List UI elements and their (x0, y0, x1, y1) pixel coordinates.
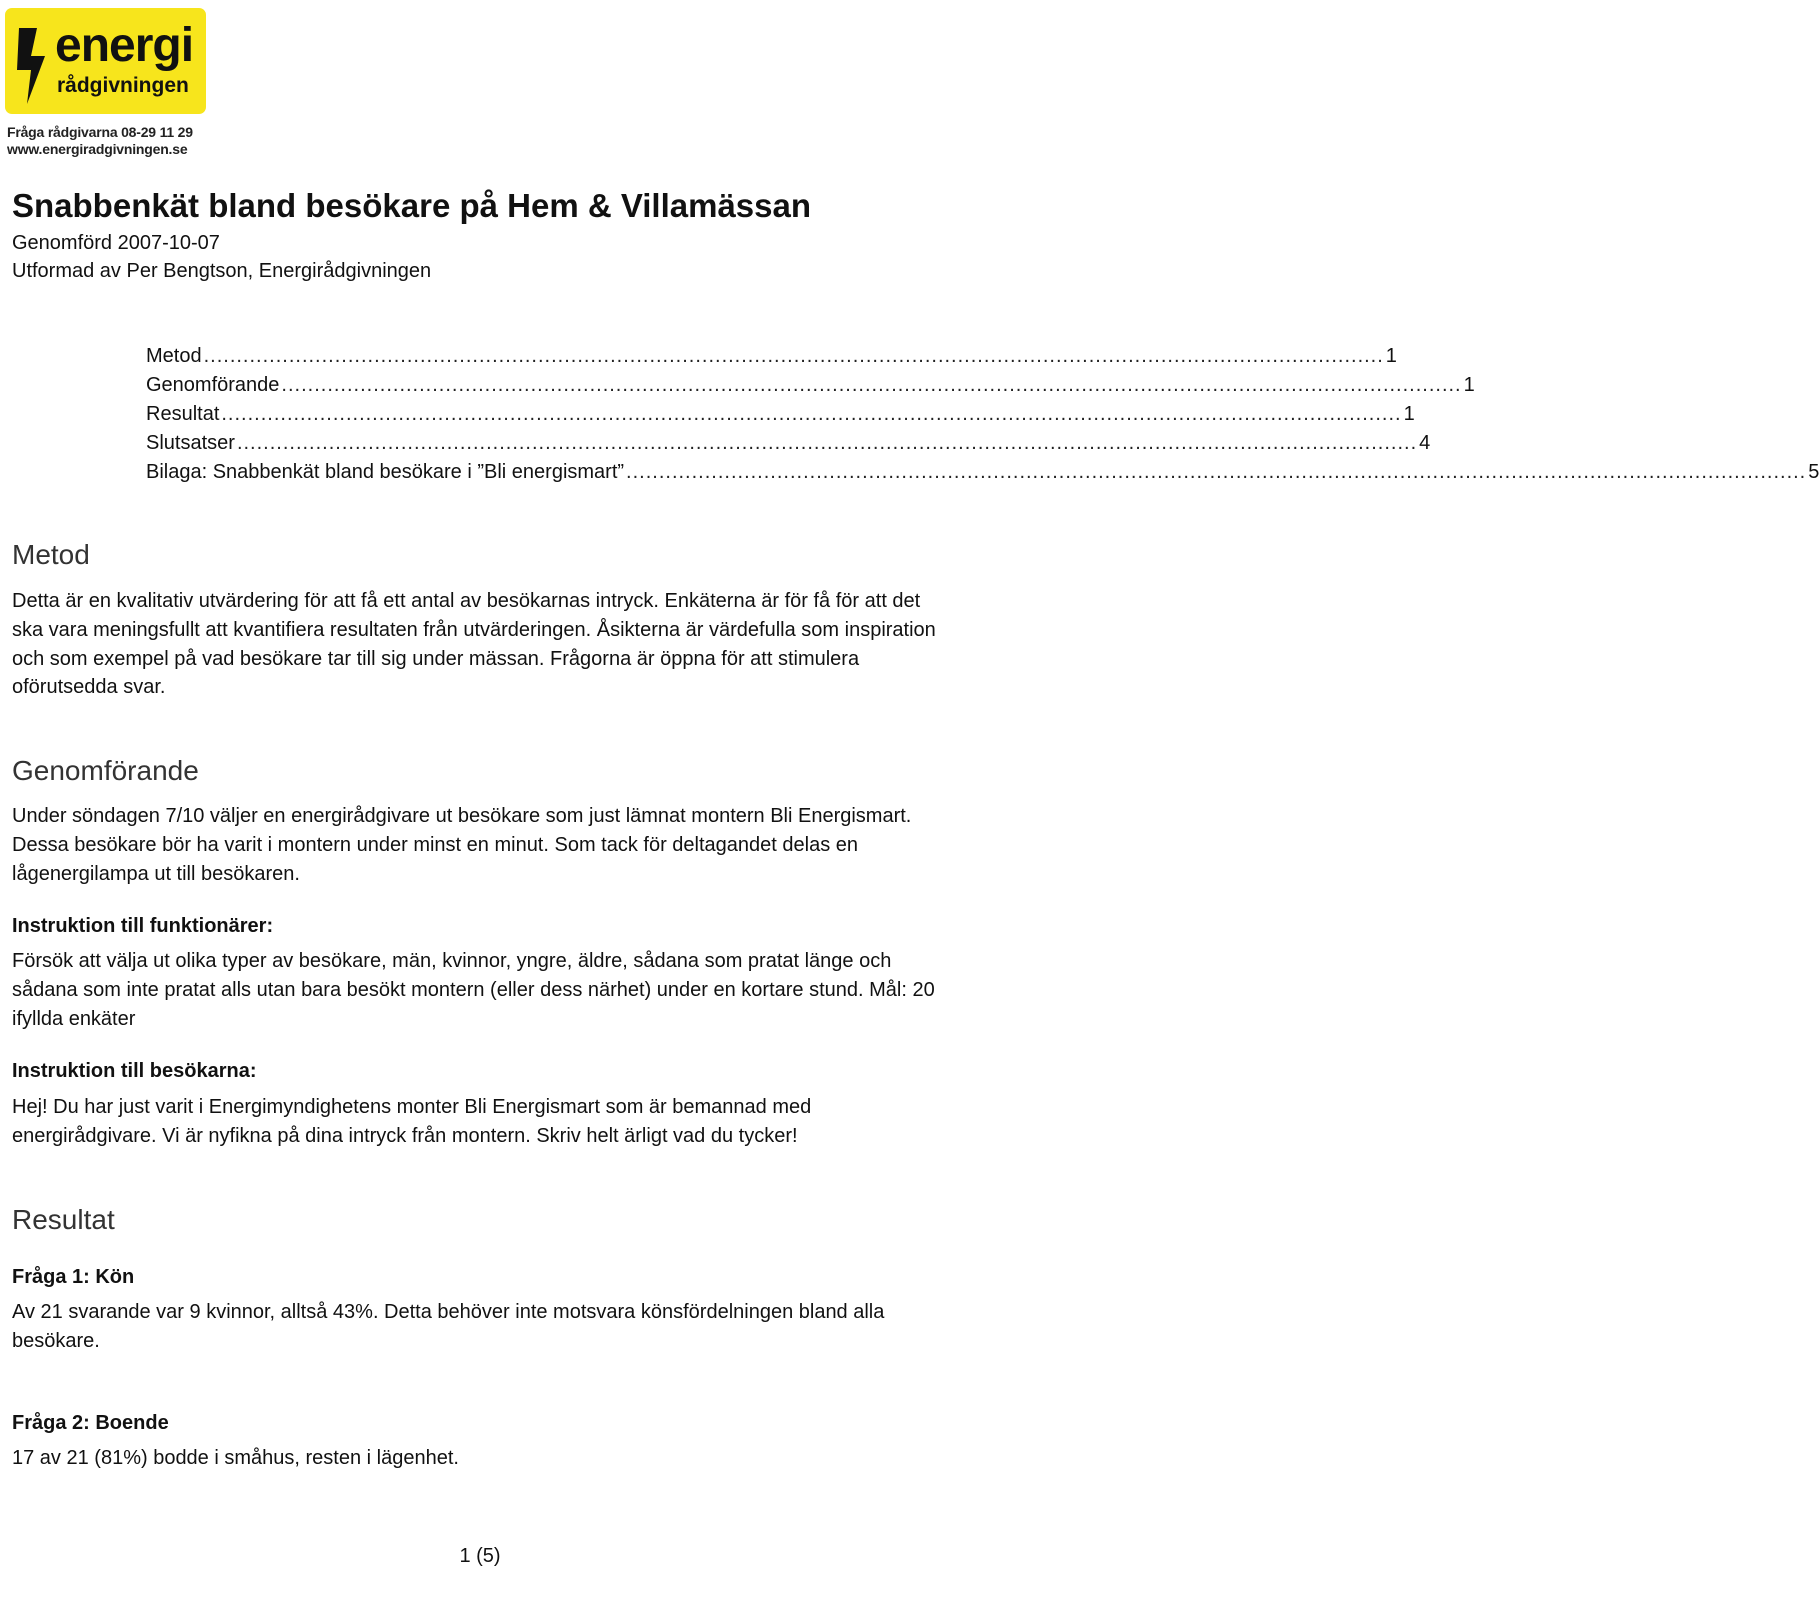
toc-entry[interactable] (146, 371, 1475, 400)
toc-entry[interactable] (146, 342, 1397, 371)
toc-entry-page: 4 (1419, 432, 1431, 454)
question-1-body: Av 21 svarande var 9 kvinnor, alltså 43%. Detta behöver inte motsvara könsfördelningen bland alla besökare. (12, 1301, 885, 1352)
toc-entry-page: 1 (1463, 374, 1475, 396)
heading-resultat: Resultat (12, 1204, 115, 1235)
logo (5, 8, 206, 114)
toc-entry[interactable] (146, 458, 1819, 487)
staff-instructions-body: Försök att välja ut olika typer av besökare, män, kvinnor, yngre, äldre, sådana som pratat länge och sådana som inte pratat alls utan bara besökt montern (eller dess närhet) under en kortare stund. Mål: 20 ifyllda enkäter (12, 950, 935, 1030)
toc-entry-title: Bilaga: Snabbenkät bland besökare i ”Bli energismart” (146, 461, 625, 483)
toc-entry[interactable] (146, 400, 1415, 429)
genomforande-body: Under söndagen 7/10 väljer en energirådgivare ut besökare som just lämnat montern Bli Energismart. Dessa besökare bör ha varit i montern under minst en minut. Som tack för deltagandet delas en lågenergilampa ut till besökaren. (12, 805, 912, 885)
staff-instructions-heading: Instruktion till funktionärer: (12, 915, 274, 937)
document-title: Snabbenkät bland besökare på Hem & Villamässan (12, 187, 812, 224)
heading-genomforande: Genomförande (12, 755, 199, 786)
document-author: Utformad av Per Bengtson, Energirådgivningen (12, 260, 432, 282)
toc-leader: .................................................................................................................................................................................... (626, 461, 1807, 483)
toc-entry-page: 1 (1403, 403, 1415, 425)
heading-metod: Metod (12, 539, 90, 570)
lightning-bolt-icon (13, 26, 53, 106)
toc-leader: .................................................................................................................................................................................... (221, 403, 1402, 425)
toc-entry-page: 5 (1808, 461, 1819, 483)
logo-subtitle: rådgivningen (57, 74, 189, 97)
toc-leader: .................................................................................................................................................................................... (281, 374, 1462, 396)
toc-leader: .................................................................................................................................................................................... (236, 432, 1418, 454)
toc-entry-title: Slutsatser (146, 432, 235, 454)
visitor-instructions-body: Hej! Du har just varit i Energimyndighetens monter Bli Energismart som är bemannad med energirådgivare. Vi är nyfikna på dina intryck från montern. Skriv helt ärligt vad du tycker! (12, 1096, 812, 1147)
document-date: Genomförd 2007-10-07 (12, 232, 220, 254)
logo-brand: energi (55, 19, 194, 72)
question-1-heading: Fråga 1: Kön (12, 1266, 135, 1288)
toc-entry-page: 1 (1385, 345, 1397, 367)
page-number: 1 (5) (459, 1545, 501, 1567)
toc-entry-title: Metod (146, 345, 202, 367)
toc-entry[interactable] (146, 429, 1431, 458)
metod-body: Detta är en kvalitativ utvärdering för att få ett antal av besökarnas intryck. Enkäterna är för få för att det ska vara meningsfullt att kvantifiera resultaten från utvärderingen. Åsikterna är värdefulla som inspiration och som exempel på vad besökare tar till sig under mässan. Frågorna är öppna för att stimulera oförutsedda svar. (12, 590, 936, 699)
toc-leader: .................................................................................................................................................................................... (203, 345, 1384, 367)
visitor-instructions-heading: Instruktion till besökarna: (12, 1060, 257, 1082)
toc-entry-title: Genomförande (146, 374, 280, 396)
toc-entry-title: Resultat (146, 403, 220, 425)
logo-phone-line: Fråga rådgivarna 08-29 11 29 (7, 124, 193, 140)
table-of-contents (146, 342, 1819, 487)
logo-website: www.energiradgivningen.se (7, 141, 188, 157)
question-2-body: 17 av 21 (81%) bodde i småhus, resten i lägenhet. (12, 1447, 459, 1469)
question-2-heading: Fråga 2: Boende (12, 1412, 169, 1434)
